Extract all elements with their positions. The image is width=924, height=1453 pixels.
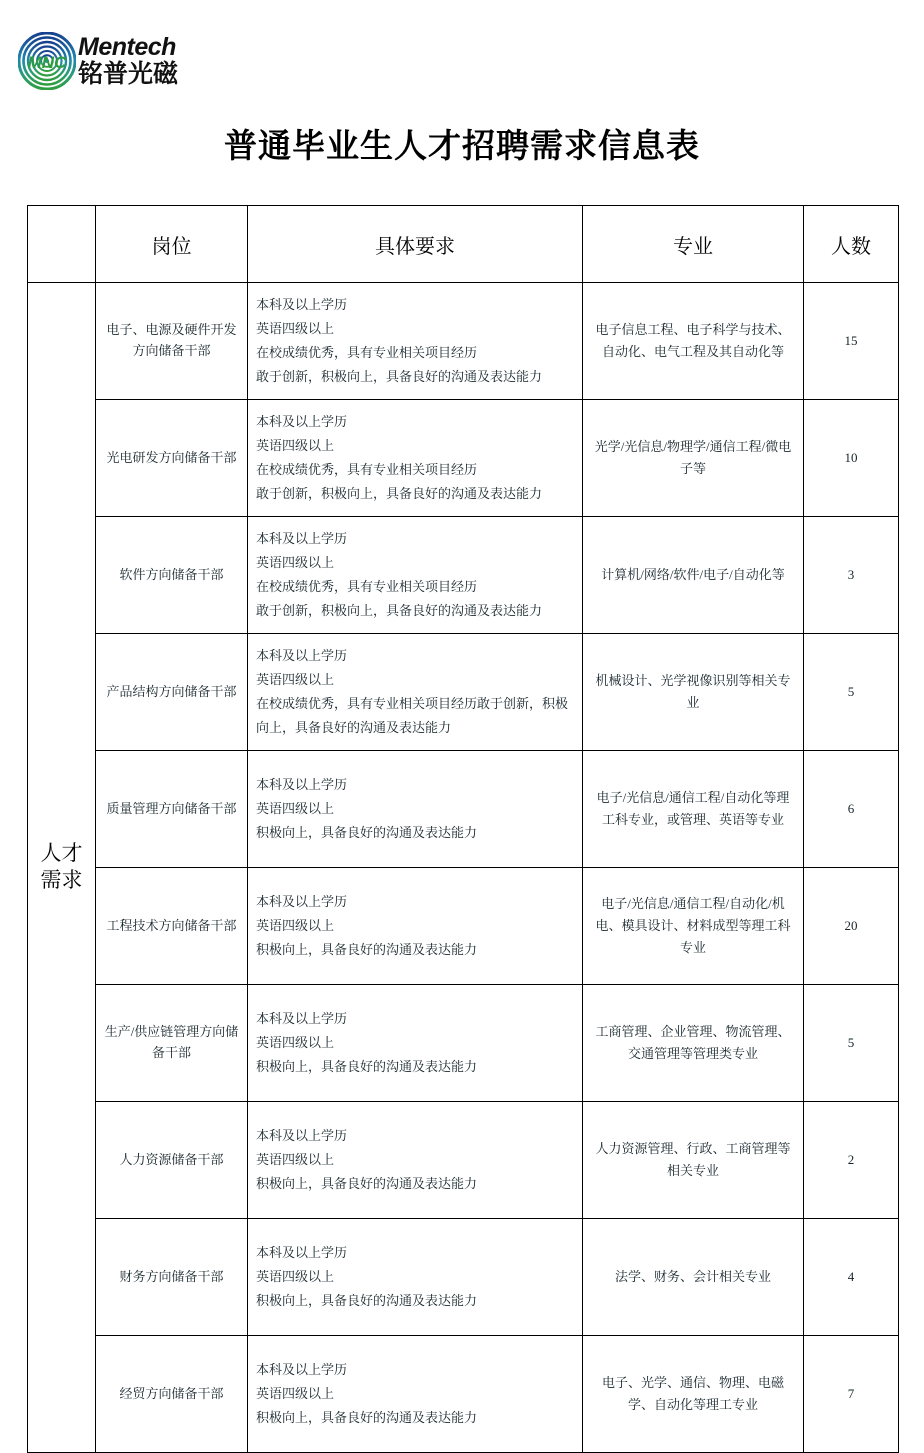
cell-post (96, 1336, 248, 1453)
logo-wordmark (78, 35, 178, 87)
table-row (28, 985, 899, 1102)
table-header-row (28, 206, 899, 283)
table-header (28, 206, 899, 283)
cell-post (96, 1102, 248, 1219)
cell-post (96, 634, 248, 751)
cell-major: 工商管理、企业管理、物流管理、交通管理等管理类专业 (583, 985, 804, 1102)
table-row (28, 517, 899, 634)
cell-post (96, 985, 248, 1102)
post-line: 产品结构方向储备干部 (106, 683, 237, 699)
cell-count: 4 (804, 1219, 899, 1336)
cell-requirement (248, 1336, 583, 1453)
header-cell-count: 人数 (804, 206, 899, 283)
requirement-line: 本科及以上学历 (256, 1127, 348, 1143)
category-label-line-2: 需求 (40, 868, 83, 892)
cell-requirement (248, 1219, 583, 1336)
requirement-line: 英语四级以上 (256, 671, 335, 687)
post-line: 质量管理方向储备干部 (106, 800, 237, 816)
table-row (28, 751, 899, 868)
cell-requirement (248, 751, 583, 868)
requirement-line: 积极向上，具备良好的沟通及表达能力 (256, 1176, 478, 1192)
header-cell-post: 岗位 (96, 206, 248, 283)
requirement-line: 在校成绩优秀，具有专业相关项目经历 (256, 579, 478, 594)
cell-post (96, 868, 248, 985)
cell-count: 3 (804, 517, 899, 634)
mnc-emblem-text: MNC (27, 53, 67, 72)
post-line: 人力资源储备干部 (119, 1151, 224, 1167)
requirement-line: 英语四级以上 (256, 1151, 335, 1167)
category-label-line-1: 人才 (40, 842, 83, 866)
requirement-line: 本科及以上学历 (256, 530, 348, 546)
post-line: 财务方向储备干部 (119, 1268, 224, 1284)
table-row (28, 1219, 899, 1336)
post-line: 备干部 (151, 1045, 191, 1060)
cell-major: 机械设计、光学视像识别等相关专业 (583, 634, 804, 751)
table-row (28, 400, 899, 517)
cell-requirement (248, 985, 583, 1102)
category-label-talent-demand (28, 283, 96, 1453)
requirement-line: 本科及以上学历 (256, 413, 348, 429)
requirement-line: 英语四级以上 (256, 1385, 335, 1401)
requirement-line: 敢于创新，积极向上，具备良好的沟通及表达能力 (256, 486, 543, 502)
cell-post (96, 751, 248, 868)
cell-count: 5 (804, 985, 899, 1102)
cell-count: 7 (804, 1336, 899, 1453)
header-cell-blank (28, 206, 96, 283)
cell-requirement (248, 1102, 583, 1219)
requirement-line: 积极向上，具备良好的沟通及表达能力 (256, 825, 478, 841)
table-row (28, 1102, 899, 1219)
cell-post (96, 400, 248, 517)
requirement-line: 本科及以上学历 (256, 776, 348, 792)
cell-count: 2 (804, 1102, 899, 1219)
post-line: 生产/供应链管理方向储 (104, 1024, 239, 1040)
post-line: 电子、电源及硬件开发 (106, 322, 237, 338)
cell-count: 5 (804, 634, 899, 751)
logo-name-cn: 铭普光磁 (78, 60, 179, 88)
cell-post (96, 1219, 248, 1336)
cell-requirement (248, 517, 583, 634)
post-line: 软件方向储备干部 (119, 566, 224, 582)
cell-major: 人力资源管理、行政、工商管理等相关专业 (583, 1102, 804, 1219)
requirement-line: 本科及以上学历 (256, 1361, 348, 1377)
table-row (28, 283, 899, 400)
cell-count: 20 (804, 868, 899, 985)
post-line: 光电研发方向储备干部 (106, 449, 237, 465)
table-row (28, 634, 899, 751)
page-title: 普通毕业生人才招聘需求信息表 (224, 127, 700, 164)
requirement-line: 本科及以上学历 (256, 1244, 348, 1260)
requirement-line: 敢于创新，积极向上，具备良好的沟通及表达能力 (256, 603, 543, 619)
header-cell-major: 专业 (583, 206, 804, 283)
post-line: 方向储备干部 (132, 343, 211, 358)
cell-major: 电子/光信息/通信工程/自动化等理工科专业，或管理、英语等专业 (583, 751, 804, 868)
requirement-line: 在校成绩优秀，具有专业相关项目经历 (256, 462, 478, 477)
logo-name-en: Mentech (78, 33, 176, 61)
post-line: 经贸方向储备干部 (119, 1385, 224, 1401)
requirement-line: 积极向上，具备良好的沟通及表达能力 (256, 1293, 478, 1309)
requirement-line: 本科及以上学历 (256, 647, 348, 663)
requirement-line: 积极向上，具备良好的沟通及表达能力 (256, 1410, 478, 1426)
requirement-line: 敢于创新，积极向上，具备良好的沟通及表达能力 (256, 369, 543, 385)
requirement-line: 英语四级以上 (256, 917, 335, 933)
requirement-line: 本科及以上学历 (256, 1010, 348, 1026)
cell-requirement (248, 868, 583, 985)
requirement-line: 积极向上，具备良好的沟通及表达能力 (256, 1059, 478, 1075)
cell-post (96, 283, 248, 400)
cell-major: 光学/光信息/物理学/通信工程/微电子等 (583, 400, 804, 517)
requirement-line: 英语四级以上 (256, 1034, 335, 1050)
mnc-concentric-rings-logo (18, 32, 76, 90)
requirement-line: 英语四级以上 (256, 320, 335, 336)
cell-count: 15 (804, 283, 899, 400)
cell-major: 电子信息工程、电子科学与技术、自动化、电气工程及其自动化等 (583, 283, 804, 400)
requirement-line: 英语四级以上 (256, 554, 335, 570)
recruitment-requirements-table (27, 205, 899, 1453)
requirement-line: 本科及以上学历 (256, 296, 348, 312)
cell-major: 计算机/网络/软件/电子/自动化等 (583, 517, 804, 634)
requirement-line: 在校成绩优秀，具有专业相关项目经历 (256, 345, 478, 360)
cell-major: 法学、财务、会计相关专业 (583, 1219, 804, 1336)
table-row (28, 868, 899, 985)
post-line: 工程技术方向储备干部 (106, 917, 237, 933)
cell-requirement (248, 634, 583, 751)
company-logo (18, 32, 178, 90)
requirement-line: 英语四级以上 (256, 1268, 335, 1284)
requirement-line: 在校成绩优秀，具有专业相关项目经历敢于创新，积极向上，具备良好的沟通及表达能力 (256, 696, 569, 736)
cell-count: 10 (804, 400, 899, 517)
cell-requirement (248, 283, 583, 400)
requirements-table-container (27, 205, 898, 1453)
cell-major: 电子/光信息/通信工程/自动化/机电、模具设计、材料成型等理工科专业 (583, 868, 804, 985)
cell-requirement (248, 400, 583, 517)
header-cell-requirement: 具体要求 (248, 206, 583, 283)
requirement-line: 英语四级以上 (256, 800, 335, 816)
cell-count: 6 (804, 751, 899, 868)
cell-post (96, 517, 248, 634)
requirement-line: 英语四级以上 (256, 437, 335, 453)
requirement-line: 本科及以上学历 (256, 893, 348, 909)
table-row (28, 1336, 899, 1453)
cell-major: 电子、光学、通信、物理、电磁学、自动化等理工专业 (583, 1336, 804, 1453)
table-body (28, 283, 899, 1453)
requirement-line: 积极向上，具备良好的沟通及表达能力 (256, 942, 478, 958)
